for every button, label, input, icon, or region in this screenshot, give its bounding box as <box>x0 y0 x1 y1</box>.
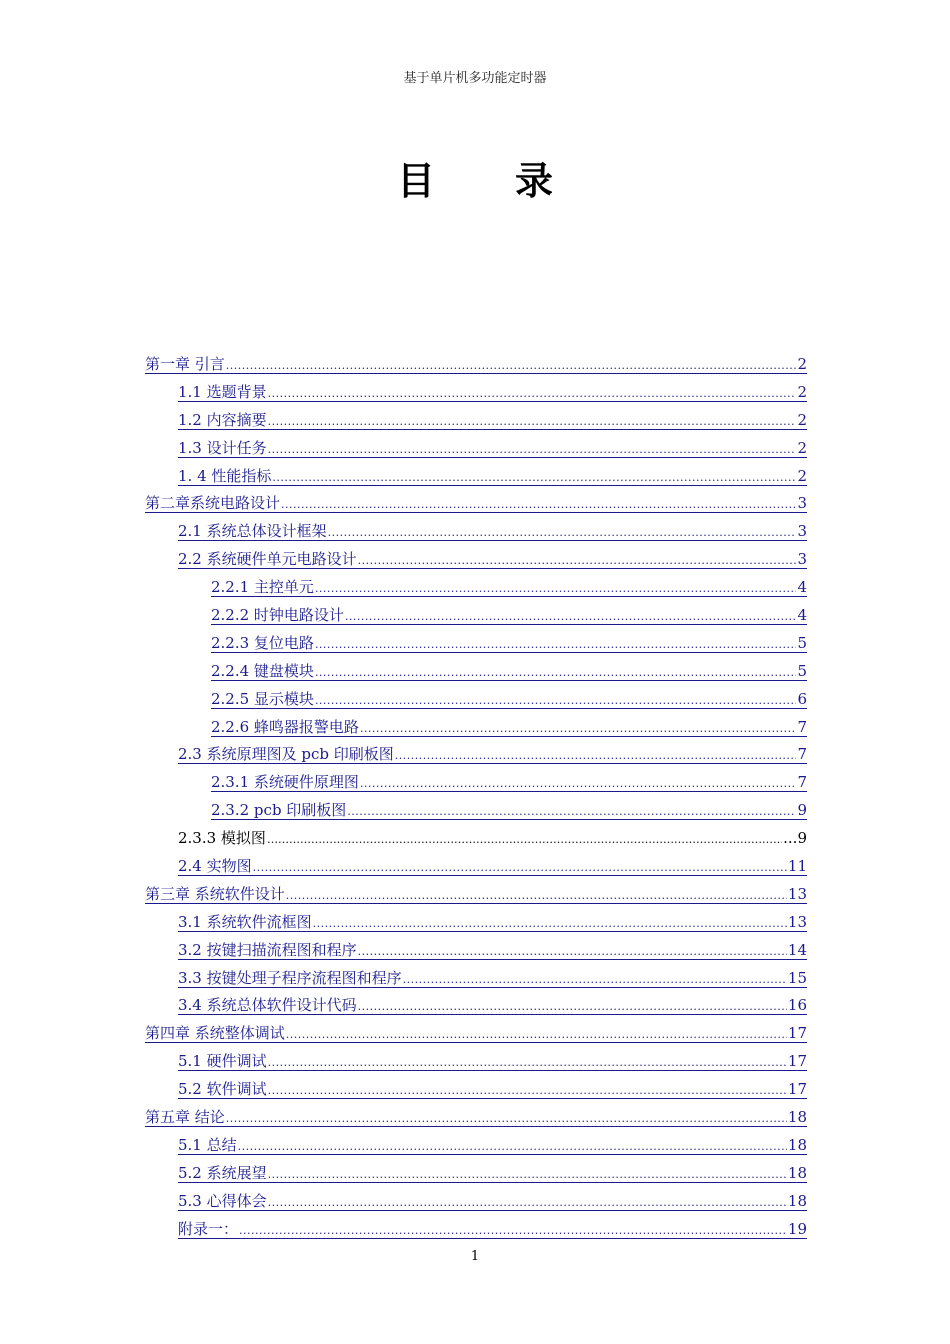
toc-link[interactable] <box>178 1162 807 1183</box>
toc-link[interactable] <box>178 409 807 430</box>
toc-entry[interactable] <box>145 1218 807 1243</box>
toc-page-number: 2 <box>797 466 807 485</box>
toc-entry[interactable] <box>145 465 807 490</box>
toc-leader-dots <box>268 1052 787 1074</box>
toc-page-number: 4 <box>797 606 807 625</box>
toc-entry[interactable] <box>145 994 807 1019</box>
toc-label: 2.2.1 主控单元 <box>211 578 314 597</box>
toc-link[interactable] <box>178 1218 807 1239</box>
toc-label: 1.1 选题背景 <box>178 382 267 401</box>
toc-link[interactable] <box>145 353 807 374</box>
toc-leader-dots <box>315 634 797 656</box>
toc-label: 2.3.3 模拟图 <box>178 829 266 848</box>
toc-page-number: ...9 <box>783 829 807 848</box>
toc-label: 附录一： <box>178 1219 239 1238</box>
toc-entry[interactable] <box>145 576 807 601</box>
toc-link[interactable] <box>178 381 807 402</box>
toc-label: 3.3 按键处理子程序流程图和程序 <box>178 968 402 987</box>
toc-leader-dots <box>281 494 796 516</box>
running-header: 基于单片机多功能定时器 <box>403 71 547 86</box>
toc-label: 2.1 系统总体设计框架 <box>178 522 327 541</box>
toc-page-number: 4 <box>797 578 807 597</box>
toc-label: 1.3 设计任务 <box>178 438 267 457</box>
toc-link[interactable] <box>211 716 807 737</box>
toc-leader-dots <box>226 355 797 377</box>
toc-label: 5.2 软件调试 <box>178 1080 267 1099</box>
toc-label: 3.4 系统总体软件设计代码 <box>178 996 357 1015</box>
toc-leader-dots <box>358 996 787 1018</box>
toc-leader-dots <box>313 913 787 935</box>
toc-link[interactable] <box>211 604 807 625</box>
toc-leader-dots <box>239 1220 787 1242</box>
toc-entry[interactable] <box>145 883 807 908</box>
toc-text <box>178 827 807 847</box>
toc-link[interactable] <box>178 437 807 458</box>
toc-page-number: 18 <box>787 1191 807 1210</box>
toc-entry[interactable] <box>145 1022 807 1047</box>
toc-page-number: 2 <box>797 410 807 429</box>
toc-link[interactable] <box>178 855 807 876</box>
toc-entry[interactable] <box>145 939 807 964</box>
toc-page-number: 2 <box>797 382 807 401</box>
page-number: 1 <box>470 1249 480 1264</box>
toc-leader-dots <box>315 578 797 600</box>
toc-label: 第四章 系统整体调试 <box>145 1024 285 1043</box>
toc-page-number: 17 <box>787 1024 807 1043</box>
toc-page-number: 19 <box>787 1219 807 1238</box>
toc-label: 5.1 总结 <box>178 1135 237 1154</box>
toc-label: 5.1 硬件调试 <box>178 1052 267 1071</box>
toc-entry[interactable] <box>145 799 807 824</box>
toc-page-number: 13 <box>787 884 807 903</box>
toc-label: 3.2 按键扫描流程图和程序 <box>178 940 357 959</box>
toc-link[interactable] <box>211 632 807 653</box>
toc-link[interactable] <box>178 1050 807 1071</box>
toc-link[interactable] <box>178 743 807 764</box>
toc-label: 2.3.1 系统硬件原理图 <box>211 773 359 792</box>
toc-label: 5.3 心得体会 <box>178 1191 267 1210</box>
toc-page-number: 18 <box>787 1163 807 1182</box>
toc-entry[interactable] <box>145 688 807 713</box>
toc-label: 2.2.6 蜂鸣器报警电路 <box>211 717 359 736</box>
toc-page-number: 11 <box>787 857 807 876</box>
toc-entry[interactable] <box>145 660 807 685</box>
toc-leader-dots <box>286 885 787 907</box>
toc-label: 3.1 系统软件流框图 <box>178 912 312 931</box>
toc-leader-dots <box>226 1108 787 1130</box>
toc-leader-dots <box>315 690 797 712</box>
toc-leader-dots <box>268 1164 787 1186</box>
toc-page-number: 18 <box>787 1135 807 1154</box>
toc-leader-dots <box>403 969 787 991</box>
toc-label: 2.4 实物图 <box>178 857 252 876</box>
toc-label: 1. 4 性能指标 <box>178 466 272 485</box>
toc-link[interactable] <box>178 967 807 988</box>
toc-leader-dots <box>238 1136 787 1158</box>
toc-link[interactable] <box>145 1106 807 1127</box>
title-char-1: 目 <box>396 158 435 203</box>
toc-entry[interactable] <box>145 492 807 517</box>
toc-page-number: 17 <box>787 1052 807 1071</box>
table-of-contents <box>145 350 807 1243</box>
toc-link[interactable] <box>145 1022 807 1043</box>
toc-label: 2.3 系统原理图及 pcb 印刷板图 <box>178 745 394 764</box>
toc-entry[interactable] <box>145 381 807 406</box>
toc-link[interactable] <box>211 771 807 792</box>
toc-label: 2.2 系统硬件单元电路设计 <box>178 550 357 569</box>
toc-link[interactable] <box>145 883 807 904</box>
toc-page-number: 5 <box>797 661 807 680</box>
toc-entry[interactable] <box>145 1078 807 1103</box>
toc-leader-dots <box>328 522 797 544</box>
toc-page-number: 2 <box>797 355 807 373</box>
toc-label: 第五章 结论 <box>145 1108 225 1127</box>
toc-link[interactable] <box>178 1078 807 1099</box>
toc-leader-dots <box>286 1024 787 1046</box>
toc-entry[interactable] <box>145 771 807 796</box>
toc-leader-dots <box>267 829 782 851</box>
toc-page-number: 16 <box>787 996 807 1015</box>
toc-page-number: 17 <box>787 1080 807 1099</box>
toc-page-number: 7 <box>797 745 807 764</box>
toc-entry[interactable] <box>145 1050 807 1075</box>
toc-entry[interactable] <box>145 743 807 768</box>
toc-entry[interactable] <box>145 1190 807 1215</box>
toc-entry[interactable] <box>145 911 807 936</box>
toc-page-number: 13 <box>787 912 807 931</box>
toc-entry[interactable] <box>145 548 807 573</box>
toc-label: 2.2.2 时钟电路设计 <box>211 606 344 625</box>
toc-leader-dots <box>268 439 797 461</box>
toc-entry[interactable] <box>145 353 807 378</box>
toc-entry[interactable] <box>145 604 807 629</box>
toc-link[interactable] <box>211 576 807 597</box>
page-title <box>0 150 950 205</box>
toc-leader-dots <box>360 773 797 795</box>
toc-page-number: 3 <box>797 494 807 513</box>
toc-label: 第二章系统电路设计 <box>145 494 281 513</box>
toc-entry[interactable] <box>145 1106 807 1131</box>
toc-page-number: 7 <box>797 717 807 736</box>
toc-page-number: 5 <box>797 633 807 652</box>
toc-entry[interactable] <box>145 520 807 545</box>
toc-label: 1.2 内容摘要 <box>178 410 267 429</box>
toc-leader-dots <box>315 662 797 684</box>
toc-page-number: 3 <box>797 550 807 569</box>
toc-page-number: 3 <box>797 522 807 541</box>
toc-link[interactable] <box>178 548 807 569</box>
toc-leader-dots <box>268 411 797 433</box>
toc-label: 2.3.2 pcb 印刷板图 <box>211 801 347 820</box>
toc-leader-dots <box>345 606 797 628</box>
toc-entry <box>145 827 807 852</box>
toc-entry[interactable] <box>145 1134 807 1159</box>
toc-page-number: 2 <box>797 438 807 457</box>
toc-label: 2.2.4 键盘模块 <box>211 661 314 680</box>
toc-leader-dots <box>395 745 797 767</box>
toc-entry[interactable] <box>145 716 807 741</box>
toc-entry[interactable] <box>145 632 807 657</box>
toc-page-number: 18 <box>787 1108 807 1127</box>
toc-label: 2.2.5 显示模块 <box>211 689 314 708</box>
toc-entry[interactable] <box>145 437 807 462</box>
toc-leader-dots <box>347 801 796 823</box>
toc-leader-dots <box>253 857 787 879</box>
toc-page-number: 15 <box>787 968 807 987</box>
toc-entry[interactable] <box>145 409 807 434</box>
toc-label: 第一章 引言 <box>145 355 225 373</box>
toc-leader-dots <box>268 383 797 405</box>
toc-leader-dots <box>358 550 797 572</box>
toc-page-number: 9 <box>797 801 807 820</box>
toc-link[interactable] <box>211 660 807 681</box>
toc-page-number: 7 <box>797 773 807 792</box>
toc-leader-dots <box>268 1080 787 1102</box>
toc-page-number: 6 <box>797 689 807 708</box>
toc-leader-dots <box>272 467 796 489</box>
toc-link[interactable] <box>178 1190 807 1211</box>
title-char-2: 录 <box>515 158 554 203</box>
toc-link[interactable] <box>145 492 807 513</box>
toc-link[interactable] <box>178 939 807 960</box>
toc-link[interactable] <box>211 799 807 820</box>
toc-entry[interactable] <box>145 1162 807 1187</box>
toc-link[interactable] <box>178 520 807 541</box>
toc-link[interactable] <box>211 688 807 709</box>
toc-leader-dots <box>268 1192 787 1214</box>
toc-label: 2.2.3 复位电路 <box>211 633 314 652</box>
toc-leader-dots <box>360 718 797 740</box>
toc-link[interactable] <box>178 1134 807 1155</box>
toc-link[interactable] <box>178 911 807 932</box>
toc-link[interactable] <box>178 465 807 486</box>
toc-entry[interactable] <box>145 855 807 880</box>
toc-leader-dots <box>358 941 787 963</box>
toc-page-number: 14 <box>787 940 807 959</box>
toc-entry[interactable] <box>145 967 807 992</box>
toc-link[interactable] <box>178 994 807 1015</box>
toc-label: 5.2 系统展望 <box>178 1163 267 1182</box>
toc-label: 第三章 系统软件设计 <box>145 884 285 903</box>
